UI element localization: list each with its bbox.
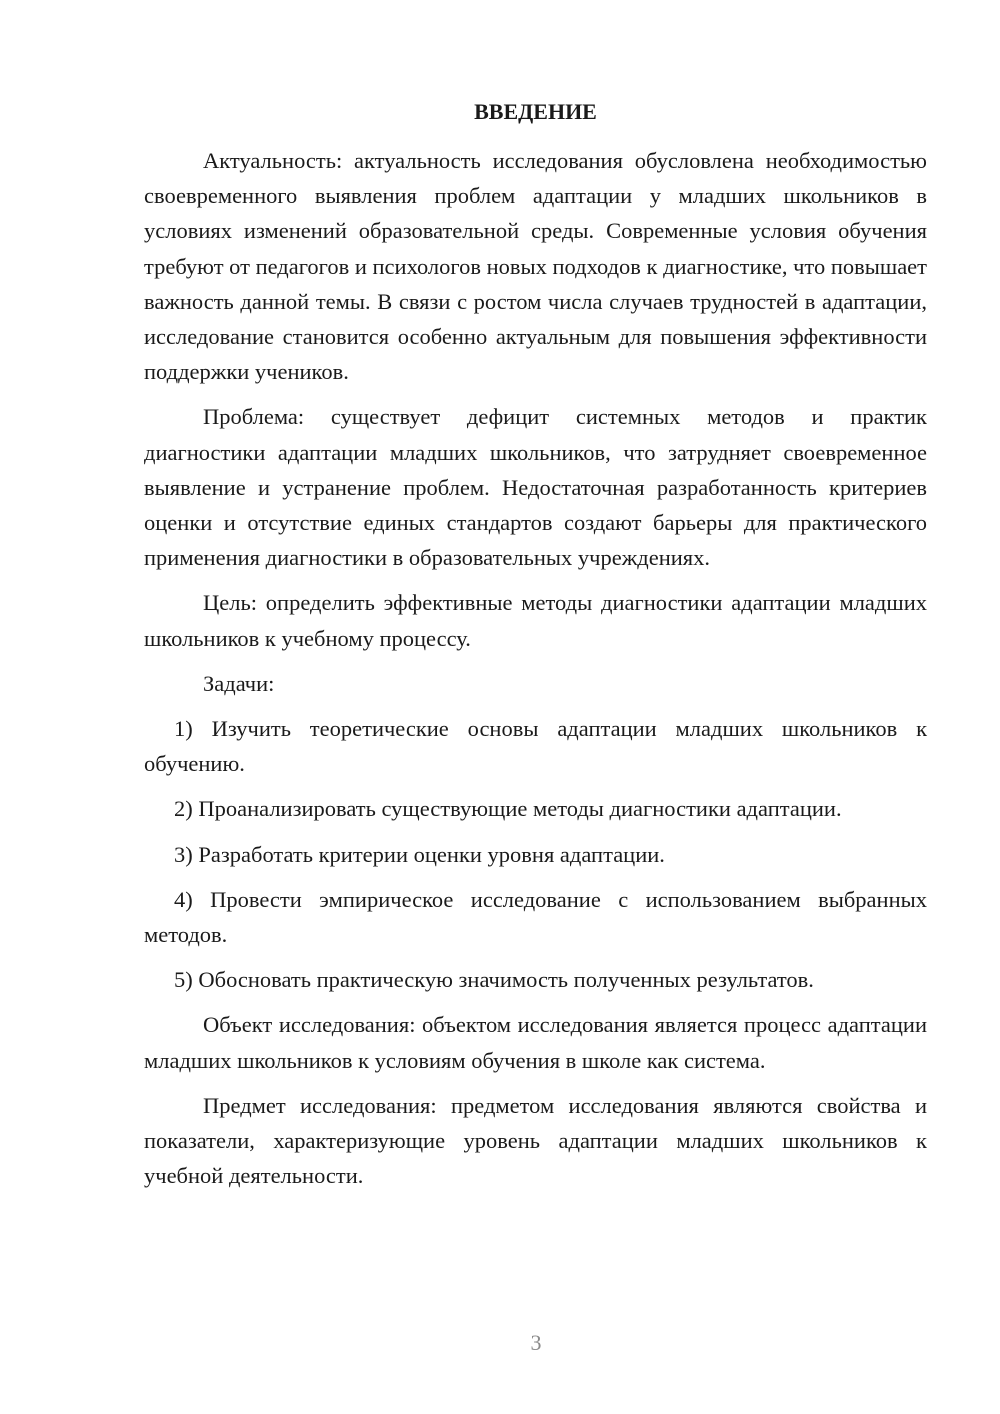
task-item: 2) Проанализировать существующие методы диагностики адаптации. <box>174 796 842 822</box>
relevance-paragraph: Актуальность: актуальность исследования обусловлена необходимостью своевременного выявления проблем адаптации у младших школьников в условиях изменений образовательной среды. Современные условия обучения требуют от педагогов и психологов новых подходов к диагностике, что повышает важность данной темы. В связи с ростом числа случаев трудностей в адаптации, исследование становится особенно актуальным для повышения эффективности поддержки учеников. <box>144 148 927 385</box>
task-item: 5) Обосновать практическую значимость полученных результатов. <box>174 967 814 993</box>
task-item: 1) Изучить теоретические основы адаптации младших школьников к обучению. <box>144 716 927 777</box>
object-paragraph: Объект исследования: объектом исследования является процесс адаптации младших школьников к условиям обучения в школе как система. <box>144 1012 927 1073</box>
problem-paragraph: Проблема: существует дефицит системных методов и практик диагностики адаптации младших школьников, что затрудняет своевременное выявление и устранение проблем. Недостаточная разработанность критериев оценки и отсутствие единых стандартов создают барьеры для практического применения диагностики в образовательных учреждениях. <box>144 404 927 571</box>
document-body <box>144 94 927 1203</box>
subject-paragraph: Предмет исследования: предметом исследования являются свойства и показатели, характеризующие уровень адаптации младших школьников к учебной деятельности. <box>144 1092 927 1189</box>
section-title: ВВЕДЕНИЕ <box>474 99 597 124</box>
tasks-list <box>144 711 927 997</box>
goal-paragraph: Цель: определить эффективные методы диагностики адаптации младших школьников к учебному процессу. <box>144 590 927 651</box>
tasks-label: Задачи: <box>203 670 275 696</box>
page-number: 3 <box>530 1330 542 1355</box>
task-item: 3) Разработать критерии оценки уровня адаптации. <box>174 841 665 867</box>
task-item: 4) Провести эмпирическое исследование с использованием выбранных методов. <box>144 886 927 948</box>
